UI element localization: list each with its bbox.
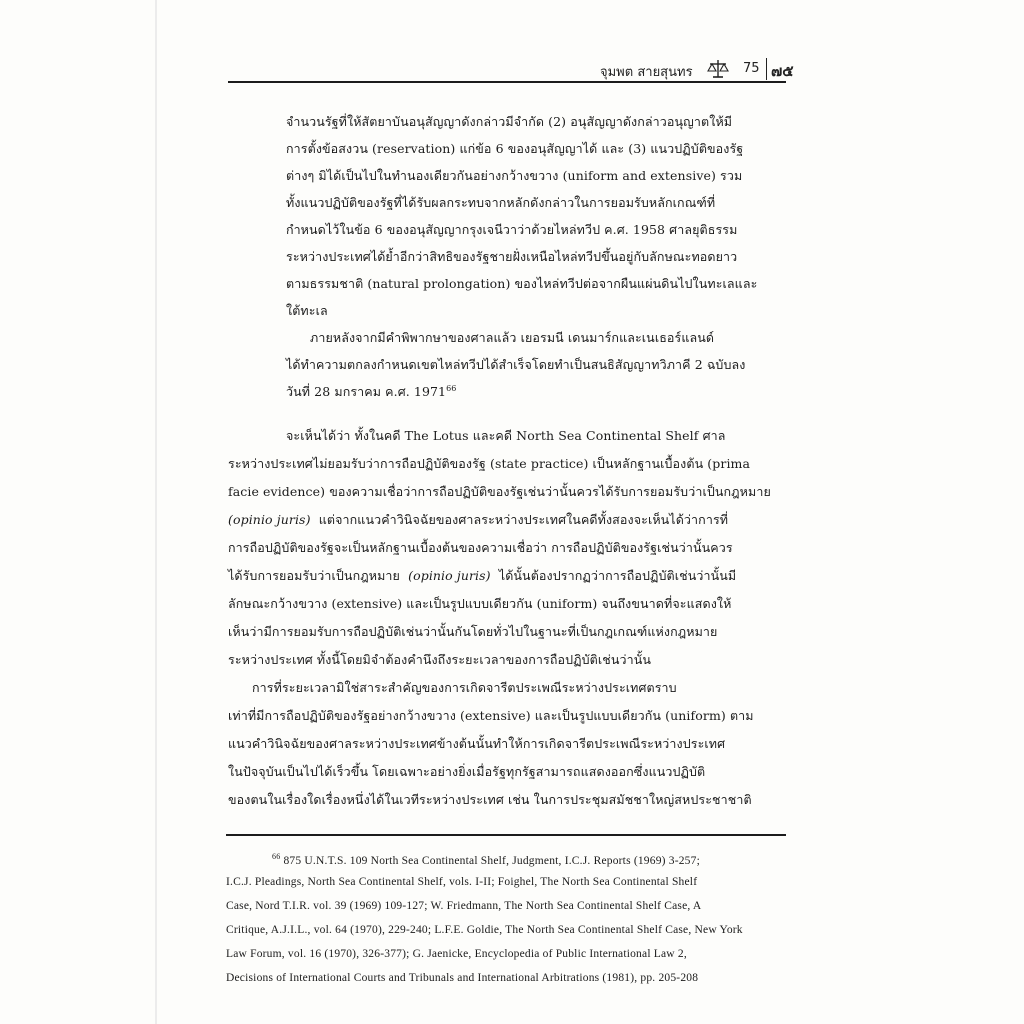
footnote-line: Law Forum, vol. 16 (1970), 326-377); G. Jaenicke, Encyclopedia of Public International Law 2,: [226, 948, 687, 960]
body-line: เท่าที่มีการถือปฏิบัติของรัฐอย่างกว้างขวาง (extensive) และเป็นรูปแบบเดียวกัน (uniform) ตาม: [228, 708, 754, 723]
body-line-text: วันที่ 28 มกราคม ค.ศ. 1971: [286, 384, 447, 399]
body-line: ใต้ทะเล: [286, 303, 328, 318]
body-line: จำนวนรัฐที่ให้สัตยาบันอนุสัญญาดังกล่าวมีจำกัด (2) อนุสัญญาดังกล่าวอนุญาตให้มี: [286, 114, 733, 129]
body-line: กำหนดไว้ในข้อ 6 ของอนุสัญญากรุงเจนีวาว่าด้วยไหล่ทวีป ค.ศ. 1958 ศาลยุติธรรม: [286, 222, 738, 237]
footnote-line: [272, 852, 700, 867]
body-line: การถือปฏิบัติของรัฐจะเป็นหลักฐานเบื้องต้นของความเชื่อว่า การถือปฏิบัติของรัฐเช่นว่านั้นควร: [228, 540, 733, 555]
page-spine-shadow: [155, 0, 157, 1024]
body-line: facie evidence) ของความเชื่อว่าการถือปฏิบัติของรัฐเช่นว่านั้นควรได้รับการยอมรับว่าเป็นกฎหมาย: [228, 484, 771, 499]
body-line: [228, 510, 728, 530]
footnote-marker: 66: [272, 852, 281, 861]
body-line: ทั้งแนวปฏิบัติของรัฐที่ได้รับผลกระทบจากหลักดังกล่าวในการยอมรับหลักเกณฑ์ที่: [286, 195, 716, 210]
body-line: [286, 382, 457, 402]
latin-term: (opinio juris): [408, 568, 491, 583]
page-number-thai: ๗๕: [771, 62, 794, 80]
body-line: ภายหลังจากมีคำพิพากษาของศาลแล้ว เยอรมนี เดนมาร์กและเนเธอร์แลนด์: [310, 330, 715, 345]
footnote-text: 875 U.N.T.S. 109 North Sea Continental Shelf, Judgment, I.C.J. Reports (1969) 3-257;: [283, 854, 700, 867]
footnote-rule: [226, 834, 786, 836]
body-line: ได้ทำความตกลงกำหนดเขตไหล่ทวีปได้สำเร็จโดยทำเป็นสนธิสัญญาทวิภาคี 2 ฉบับลง: [286, 357, 746, 372]
running-header: [600, 58, 794, 82]
header-rule: [228, 81, 786, 83]
body-line: ของตนในเรื่องใดเรื่องหนึ่งได้ในเวทีระหว่างประเทศ เช่น ในการประชุมสมัชชาใหญ่สหประชาชาติ: [228, 792, 752, 807]
body-line: [228, 566, 736, 586]
latin-term: (opinio juris): [228, 512, 311, 527]
body-line: ระหว่างประเทศได้ย้ำอีกว่าสิทธิของรัฐชายฝั่งเหนือไหล่ทวีปขึ้นอยู่กับลักษณะทอดยาว: [286, 249, 738, 264]
body-line: จะเห็นได้ว่า ทั้งในคดี The Lotus และคดี North Sea Continental Shelf ศาล: [286, 428, 726, 443]
body-line: แนวคำวินิจฉัยของศาลระหว่างประเทศข้างต้นนั้นทำให้การเกิดจารีตประเพณีระหว่างประเทศ: [228, 736, 726, 751]
body-line: การตั้งข้อสงวน (reservation) แก่ข้อ 6 ของอนุสัญญาได้ และ (3) แนวปฏิบัติของรัฐ: [286, 141, 744, 156]
body-line-text: แต่จากแนวคำวินิจฉัยของศาลระหว่างประเทศในคดีทั้งสองจะเห็นได้ว่าการที่: [318, 512, 729, 527]
page-number: 75: [743, 61, 760, 76]
footnote-line: Critique, A.J.I.L., vol. 64 (1970), 229-240; L.F.E. Goldie, The North Sea Continental Shelf Case, New York: [226, 924, 743, 936]
body-line: ต่างๆ มิได้เป็นไปในทำนองเดียวกันอย่างกว้างขวาง (uniform and extensive) รวม: [286, 168, 743, 183]
body-line-text: ได้นั้นต้องปรากฏว่าการถือปฏิบัติเช่นว่านั้นมี: [498, 568, 737, 583]
body-line: เห็นว่ามีการยอมรับการถือปฏิบัติเช่นว่านั้นกันโดยทั่วไปในฐานะที่เป็นกฎเกณฑ์แห่งกฎหมาย: [228, 624, 718, 639]
body-line: ลักษณะกว้างขวาง (extensive) และเป็นรูปแบบเดียวกัน (uniform) จนถึงขนาดที่จะแสดงให้: [228, 596, 732, 611]
body-line-text: ได้รับการยอมรับว่าเป็นกฎหมาย: [228, 568, 400, 583]
footnote-reference: 66: [446, 383, 457, 393]
body-line: ระหว่างประเทศไม่ยอมรับว่าการถือปฏิบัติของรัฐ (state practice) เป็นหลักฐานเบื้องต้น (prima: [228, 456, 751, 471]
footnote-line: Decisions of International Courts and Tribunals and International Arbitrations (1981), pp. 205-208: [226, 972, 699, 984]
body-line: ในปัจจุบันเป็นไปได้เร็วขึ้น โดยเฉพาะอย่างยิ่งเมื่อรัฐทุกรัฐสามารถแสดงออกซึ่งแนวปฏิบัติ: [228, 764, 706, 779]
header-divider: [766, 58, 767, 80]
footnote-line: I.C.J. Pleadings, North Sea Continental Shelf, vols. I-II; Foighel, The North Sea Continental Shelf: [226, 876, 698, 888]
footnote-line: Case, Nord T.I.R. vol. 39 (1969) 109-127; W. Friedmann, The North Sea Continental Shelf Case, A: [226, 900, 702, 912]
header-author: จุมพต สายสุนทร: [600, 65, 693, 80]
scales-of-justice-icon: [707, 58, 729, 80]
body-line: ระหว่างประเทศ ทั้งนี้โดยมิจำต้องคำนึงถึงระยะเวลาของการถือปฏิบัติเช่นว่านั้น: [228, 652, 652, 667]
body-line: การที่ระยะเวลามิใช่สาระสำคัญของการเกิดจารีตประเพณีระหว่างประเทศตราบ: [252, 680, 677, 695]
body-line: ตามธรรมชาติ (natural prolongation) ของไหล่ทวีปต่อจากผืนแผ่นดินไปในทะเลและ: [286, 276, 758, 291]
